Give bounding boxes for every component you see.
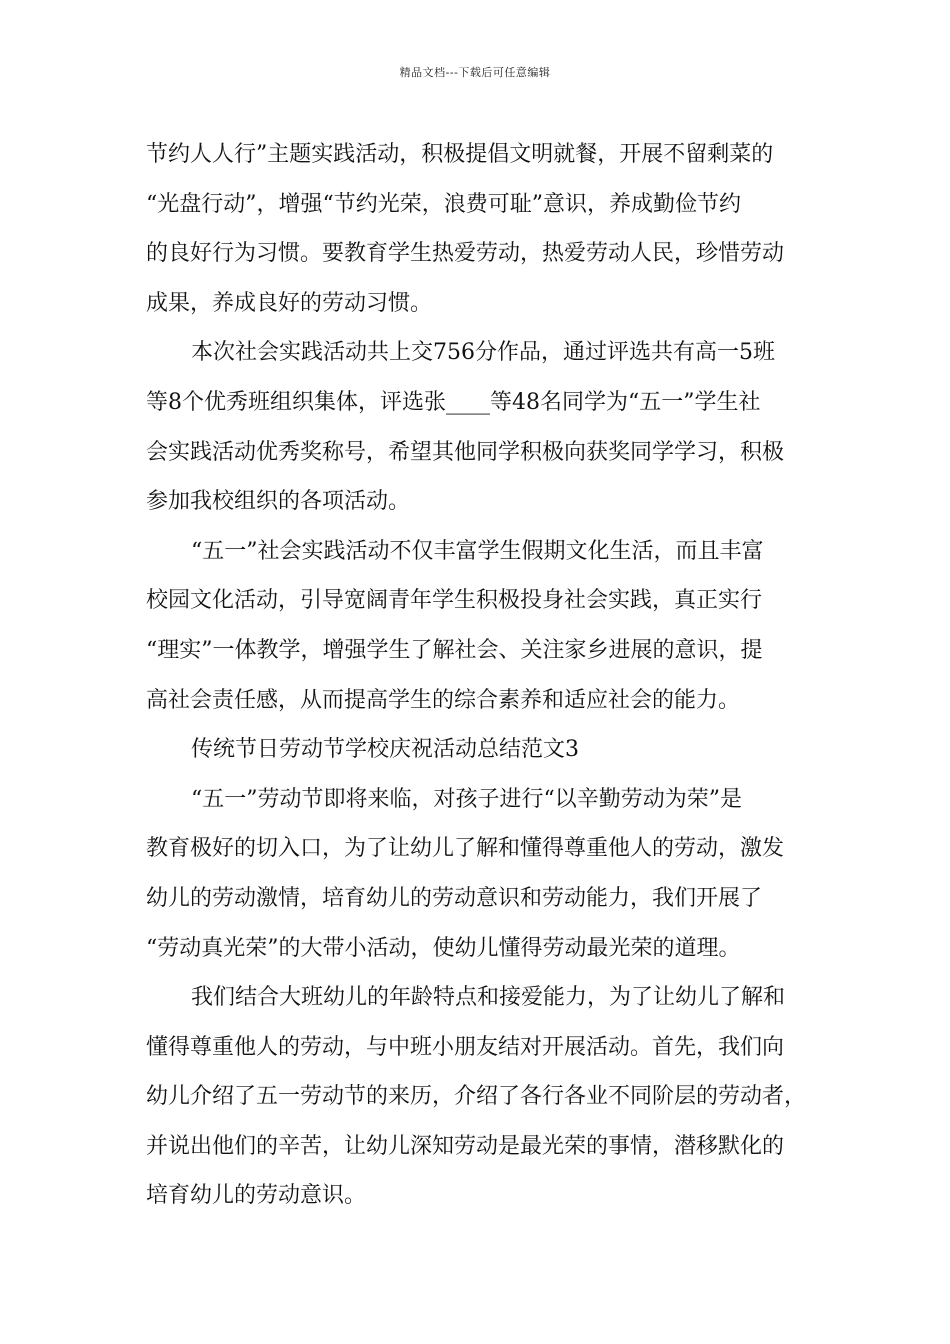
text-line: 教育极好的切入口，为了让幼儿了解和懂得尊重他人的劳动，激发 [146,836,785,862]
text-line: 我们结合大班幼儿的年龄特点和接爱能力，为了让幼儿了解和 [191,985,786,1011]
text-line: 培育幼儿的劳动意识。 [146,1183,367,1209]
text-line: 的良好行为习惯。要教育学生热爱劳动，热爱劳动人民，珍惜劳动 [146,241,785,267]
section-heading [146,725,806,775]
text-line: 并说出他们的辛苦，让幼儿深知劳动是最光荣的事情，潜移默化的 [146,1133,785,1159]
paragraph-4 [146,775,806,973]
text-line: 校园文化活动，引导宽阔青年学生积极投身社会实践，真正实行 [146,588,763,614]
text-line: 高社会责任感，从而提高学生的综合素养和适应社会的能力。 [146,687,741,713]
paragraph-5 [146,973,806,1221]
text-line: 本次社会实践活动共上交756分作品，通过评选共有高一5班 [191,340,775,366]
text-line: “五一”劳动节即将来临，对孩子进行“以辛勤劳动为荣”是 [191,786,742,812]
text-line: 等8个优秀班组织集体，评选张____等48名同学为“五一”学生社 [146,389,761,415]
text-line: 幼儿的劳动激情，培育幼儿的劳动意识和劳动能力，我们开展了 [146,885,763,911]
paragraph-1 [146,130,806,328]
text-line: 成果，养成良好的劳动习惯。 [146,290,433,316]
text-line: “理实”一体教学，增强学生了解社会、关注家乡进展的意识，提 [146,637,763,663]
text-line: “五一”社会实践活动不仅丰富学生假期文化生活，而且丰富 [191,538,764,564]
paragraph-3 [146,527,806,725]
text-line: 会实践活动优秀奖称号，希望其他同学积极向获奖同学学习，积极 [146,439,785,465]
page-header: 精品文档---下载后可任意编辑 [399,66,551,79]
paragraph-2 [146,328,806,526]
heading-line: 传统节日劳动节学校庆祝活动总结范文3 [191,737,579,763]
document-body [146,130,806,1221]
text-line: 懂得尊重他人的劳动，与中班小朋友结对开展活动。首先，我们向 [146,1034,785,1060]
text-line: “劳动真光荣”的大带小活动，使幼儿懂得劳动最光荣的道理。 [146,935,741,961]
text-line: 节约人人行”主题实践活动，积极提倡文明就餐，开展不留剩菜的 [146,142,774,167]
text-line: 参加我校组织的各项活动。 [146,489,411,515]
text-line: “光盘行动”，增强“节约光荣，浪费可耻”意识，养成勤俭节约 [146,191,741,217]
text-line: 幼儿介绍了五一劳动节的来历，介绍了各行各业不同阶层的劳动者， [146,1084,807,1110]
